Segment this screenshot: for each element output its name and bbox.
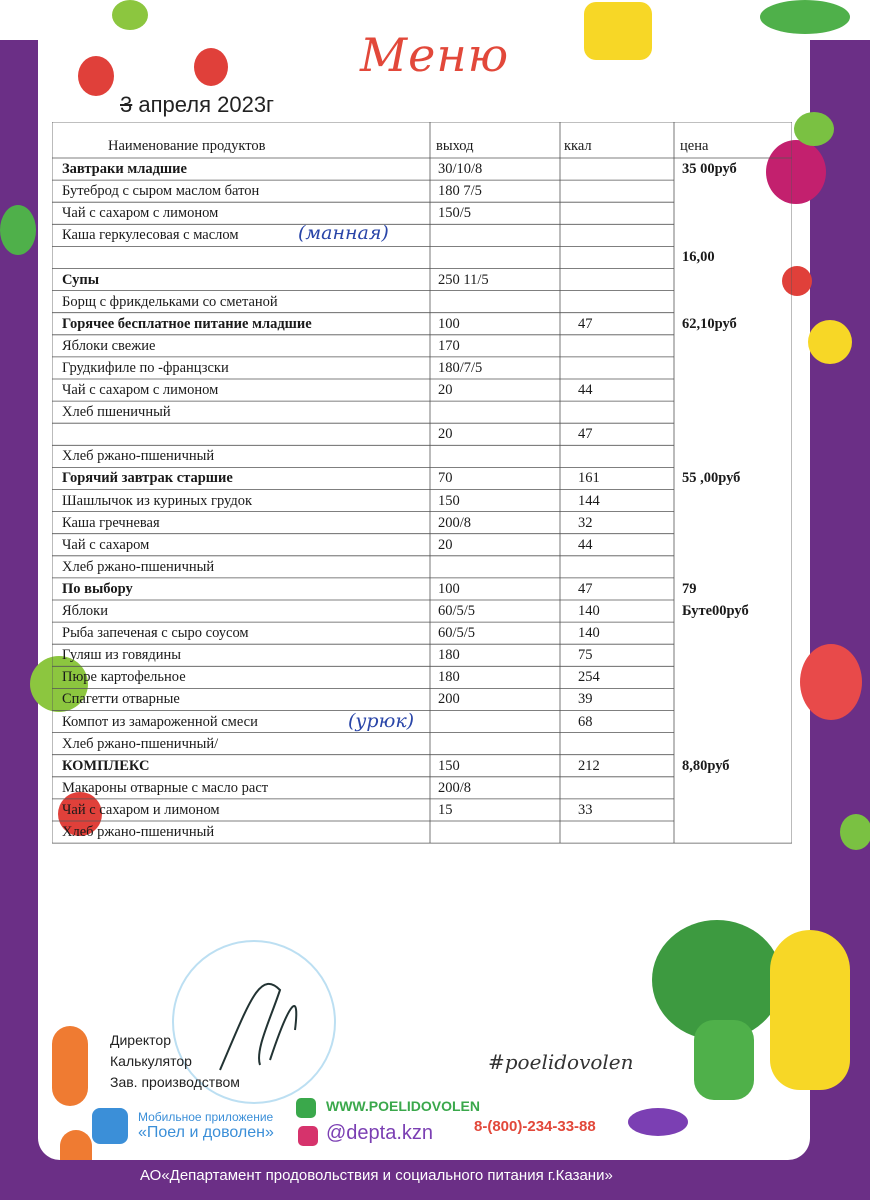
cherry-character-icon: [78, 56, 114, 96]
table-row-kcal: 144: [578, 492, 600, 509]
table-row-name: Чай с сахаром: [62, 536, 150, 553]
table-row-output: 100: [438, 580, 460, 597]
handwritten-note-dried-apricot: (урюк): [348, 710, 415, 732]
date-month-year: апреля 2023г: [132, 92, 275, 117]
table-row-output: 20: [438, 382, 453, 398]
column-header-output: выход: [436, 138, 474, 154]
table-row-kcal: 254: [578, 669, 600, 686]
mobile-app-icon: [92, 1108, 128, 1144]
table-row-name: Хлеб ржано-пшеничный: [62, 558, 215, 575]
table-row-name: Хлеб пшеничный: [62, 404, 171, 421]
table-row-name: По выбору: [62, 580, 133, 597]
table-row-kcal: 68: [578, 713, 593, 730]
table-row-price: Буте00руб: [682, 603, 749, 619]
table-row-name: Чай с сахаром с лимоном: [62, 382, 219, 398]
phone-number: 8-(800)-234-33-88: [474, 1118, 596, 1135]
cucumber-slice-icon: [0, 205, 36, 255]
menu-table: [52, 122, 792, 862]
broccoli-body-icon: [694, 1020, 754, 1100]
instagram-icon: [298, 1126, 318, 1146]
table-row-kcal: 33: [578, 801, 593, 818]
column-header-price: цена: [680, 138, 709, 154]
table-row-kcal: 32: [578, 514, 593, 531]
table-row-output: 170: [438, 337, 460, 354]
table-row-price: 16,00: [682, 249, 715, 266]
instagram-handle: @depta.kzn: [326, 1122, 434, 1144]
table-row-output: 180: [438, 669, 460, 686]
table-row-price: 55 ,00руб: [682, 470, 741, 487]
table-row-kcal: 47: [578, 315, 593, 332]
signature-labels: [110, 1030, 240, 1093]
table-row-output: 100: [438, 315, 460, 332]
table-row-name: Горячее бесплатное питание младшие: [62, 315, 312, 332]
leaf-icon: [794, 112, 834, 146]
column-header-kcal: ккал: [564, 138, 592, 154]
table-row-output: 15: [438, 801, 453, 818]
cucumber-icon: [760, 0, 850, 34]
cherry-character-icon: [194, 48, 228, 86]
table-row-kcal: 47: [578, 426, 593, 443]
table-row-kcal: 47: [578, 580, 593, 597]
table-row-name: Яблоки свежие: [62, 337, 156, 354]
leaf-icon: [840, 814, 870, 850]
table-row-kcal: 44: [578, 536, 593, 553]
handwritten-note-semolina: (манная): [298, 222, 389, 244]
table-row-name: Горячий завтрак старшие: [62, 470, 233, 487]
mobile-app-caption: Мобильное приложение: [138, 1110, 274, 1124]
table-row-name: Гуляш из говядины: [62, 647, 182, 664]
www-icon: [296, 1098, 316, 1118]
table-row-name: Завтраки младшие: [62, 161, 187, 177]
table-row-output: 30/10/8: [438, 161, 483, 177]
table-row-name: КОМПЛЕКС: [62, 757, 150, 774]
smiley-lemon-icon: [808, 320, 852, 364]
table-row-output: 180: [438, 647, 460, 664]
table-row-output: 180 7/5: [438, 183, 482, 200]
page-title: Меню: [360, 28, 510, 82]
table-row-kcal: 140: [578, 625, 600, 642]
table-row-output: 250 11/5: [438, 271, 489, 288]
table-row-output: 200/8: [438, 779, 472, 796]
meat-character-icon: [800, 644, 862, 720]
table-row-output: 150: [438, 492, 460, 509]
table-row-price: 62,10руб: [682, 315, 737, 332]
mobile-app-name: «Поел и доволен»: [138, 1124, 274, 1141]
cheese-character-icon: [584, 2, 652, 60]
director-label: Директор: [110, 1032, 171, 1048]
table-row-price: 79: [682, 580, 697, 597]
table-row-output: 200/8: [438, 514, 472, 531]
carrot-character-icon: [52, 1026, 88, 1106]
table-row-output: 20: [438, 426, 453, 443]
table-row-name: Яблоки: [62, 603, 108, 619]
candy-icon: [628, 1108, 688, 1136]
hashtag: #poelidovolen: [488, 1050, 634, 1074]
table-row-name: Чай с сахаром с лимоном: [62, 205, 219, 222]
table-row-output: 60/5/5: [438, 625, 476, 642]
table-row-price: 35 00руб: [682, 161, 737, 177]
table-row-output: 20: [438, 536, 453, 553]
table-row-name: Борщ с фрикдельками со сметаной: [62, 293, 278, 310]
table-row-output: 180/7/5: [438, 359, 483, 376]
table-row-price: 8,80руб: [682, 757, 730, 774]
table-row-name: Грудкифиле по -францзски: [62, 359, 229, 376]
table-row-name: Хлеб ржано-пшеничный/: [62, 735, 219, 752]
table-row-kcal: 140: [578, 603, 600, 619]
mobile-app-label: [138, 1110, 274, 1142]
menu-date: [120, 92, 274, 118]
table-row-name: Макароны отварные с масло раст: [62, 779, 269, 796]
date-day: 3: [120, 92, 133, 117]
banana-character-icon: [770, 930, 850, 1090]
production-head-label: Зав. производством: [110, 1074, 240, 1090]
column-header-name: Наименование продуктов: [108, 138, 266, 154]
table-row-kcal: 75: [578, 647, 593, 664]
table-row-name: Бутеброд с сыром маслом батон: [62, 183, 260, 200]
table-row-kcal: 39: [578, 691, 593, 708]
table-row-kcal: 161: [578, 470, 600, 487]
table-row-name: Рыба запеченая с сыро соусом: [62, 625, 249, 642]
table-row-output: 70: [438, 470, 453, 487]
table-row-output: 60/5/5: [438, 603, 476, 619]
table-row-name: Хлеб ржано-пшеничный: [62, 824, 215, 840]
table-row-output: 150: [438, 757, 460, 774]
table-row-kcal: 212: [578, 757, 600, 774]
table-row-name: Хлеб ржано-пшеничный: [62, 448, 215, 465]
table-row-name: Компот из замароженной смеси: [62, 713, 258, 730]
table-row-output: 150/5: [438, 205, 472, 222]
table-row-name: Шашлычок из куриных грудок: [62, 492, 253, 509]
table-row-name: Супы: [62, 271, 100, 288]
table-row-name: Пюре картофельное: [62, 669, 186, 686]
table-row-name: Каша геркулесовая с маслом: [62, 227, 239, 244]
table-row-name: Спагетти отварные: [62, 691, 180, 708]
calculator-label: Калькулятор: [110, 1053, 192, 1069]
table-row-output: 200: [438, 691, 460, 708]
website-link: WWW.POELIDOVOLEN: [326, 1098, 480, 1114]
organization-name: АО«Департамент продовольствия и социального питания г.Казани»: [140, 1167, 613, 1184]
table-row-name: Каша гречневая: [62, 514, 160, 531]
leaf-icon: [112, 0, 148, 30]
table-row-name: Чай с сахаром и лимоном: [62, 801, 220, 818]
table-row-kcal: 44: [578, 382, 593, 398]
